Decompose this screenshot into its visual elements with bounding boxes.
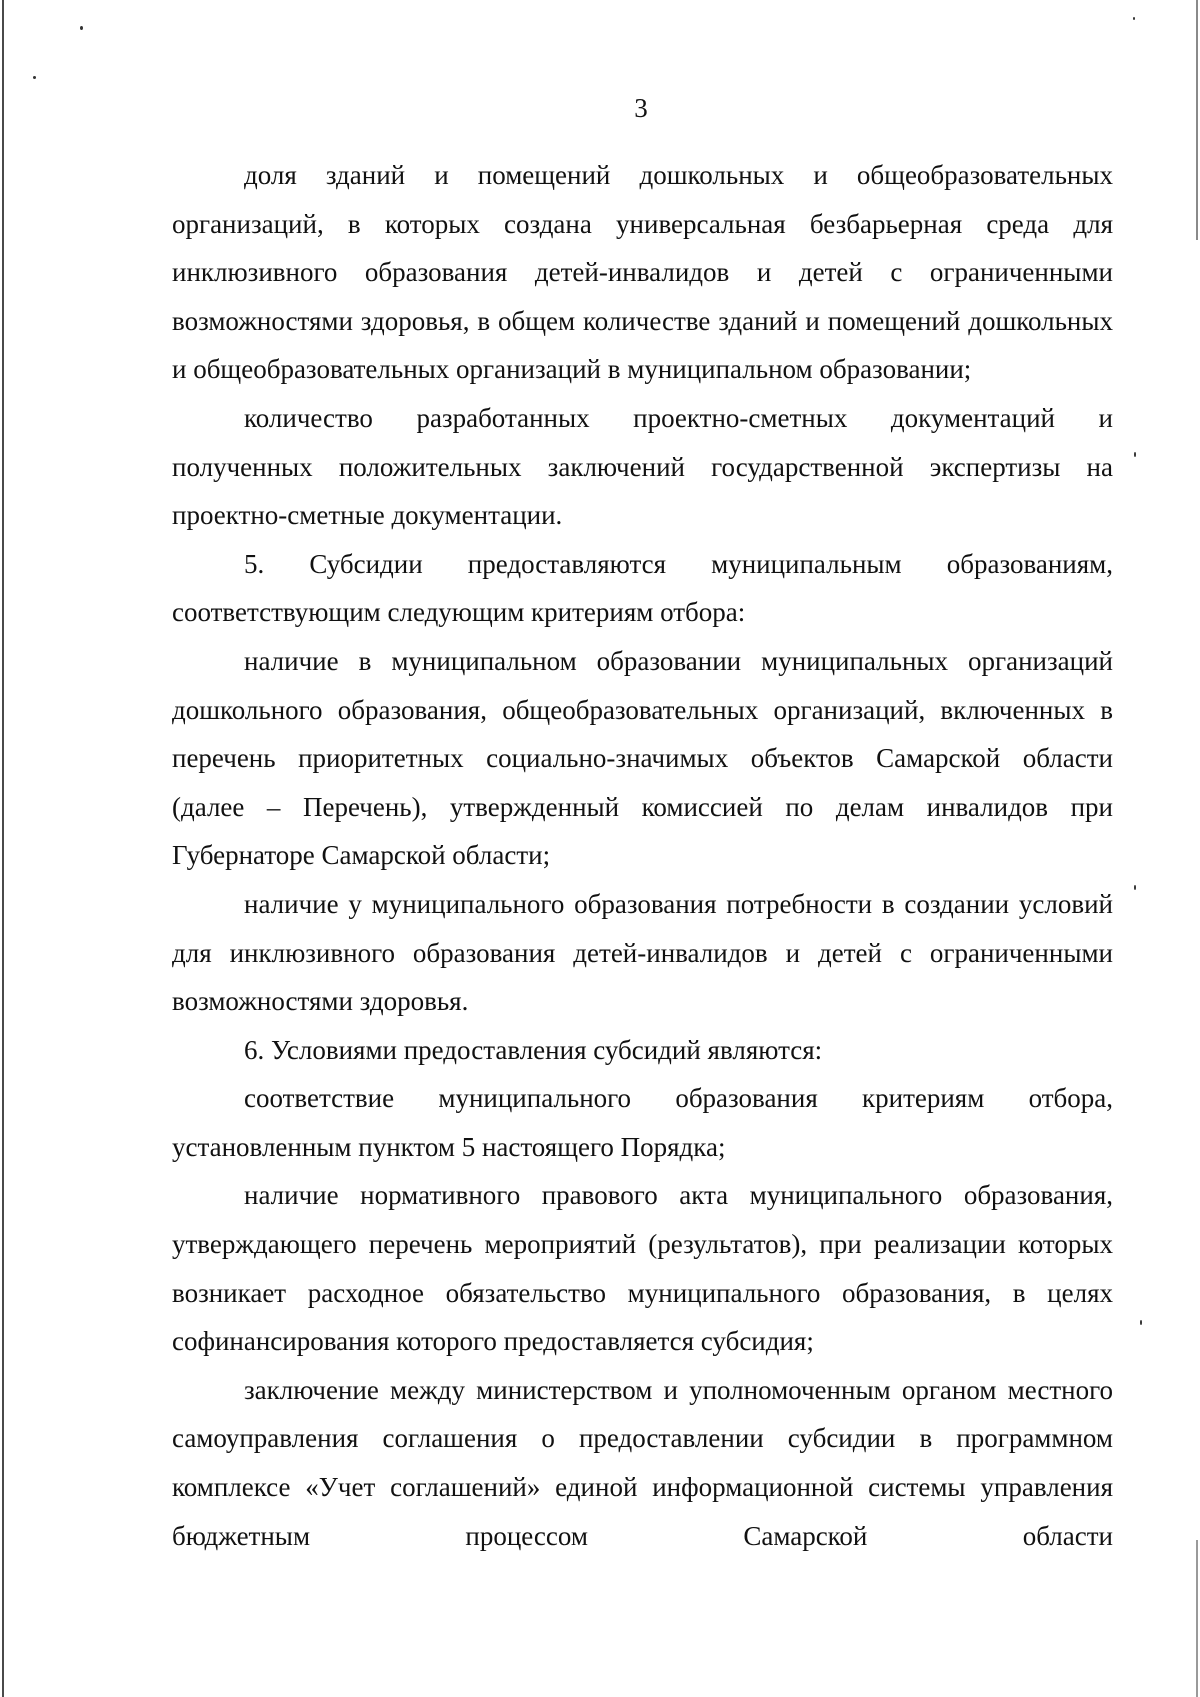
scan-speck	[80, 26, 83, 30]
scan-speck	[1134, 885, 1136, 890]
scan-edge-left	[2, 0, 4, 1697]
scan-speck	[1140, 1320, 1142, 1325]
document-body	[172, 151, 1113, 1560]
paragraph: наличие в муниципальном образовании муниципальных организаций дошкольного образования, общеобразовательных организаций, включенных в перечень приоритетных социально-значимых объектов Самарской области (далее – Перечень), утвержденный комиссией по делам инвалидов при Губернаторе Самарской области;	[172, 645, 1113, 871]
paragraph: доля зданий и помещений дошкольных и общеобразовательных организаций, в которых создана универсальная безбарьерная среда для инклюзивного образования детей-инвалидов и детей с ограниченными возможностями здоровья, в общем количестве зданий и помещений дошкольных и общеобразовательных организаций в муниципальном образовании;	[172, 160, 1113, 385]
paragraph: 5. Субсидии предоставляются муниципальным образованиям, соответствующим следующим критериям отбора:	[172, 548, 1113, 628]
scan-speck	[1133, 17, 1135, 20]
paragraph: количество разработанных проектно-сметных документаций и полученных положительных заключений государственной экспертизы на проектно-сметные документации.	[172, 402, 1113, 531]
paragraph: заключение между министерством и уполномоченным органом местного самоуправления соглашения о предоставлении субсидии в программном комплексе «Учет соглашений» единой информационной системы управления бюджетным процессом Самарской области	[172, 1374, 1113, 1551]
scan-speck	[1134, 452, 1136, 457]
paragraph: наличие нормативного правового акта муниципального образования, утверждающего перечень мероприятий (результатов), при реализации которых возникает расходное обязательство муниципального образования, в целях софинансирования которого предоставляется субсидия;	[172, 1180, 1113, 1357]
page-number: 3	[634, 93, 648, 123]
paragraph: 6. Условиями предоставления субсидий являются:	[244, 1034, 823, 1065]
scan-edge-right-bottom	[1196, 1540, 1198, 1697]
scan-speck	[33, 76, 36, 79]
paragraph: наличие у муниципального образования потребности в создании условий для инклюзивного образования детей-инвалидов и детей с ограниченными возможностями здоровья.	[172, 888, 1113, 1017]
paragraph: соответствие муниципального образования критериям отбора, установленным пунктом 5 настоящего Порядка;	[172, 1083, 1113, 1162]
